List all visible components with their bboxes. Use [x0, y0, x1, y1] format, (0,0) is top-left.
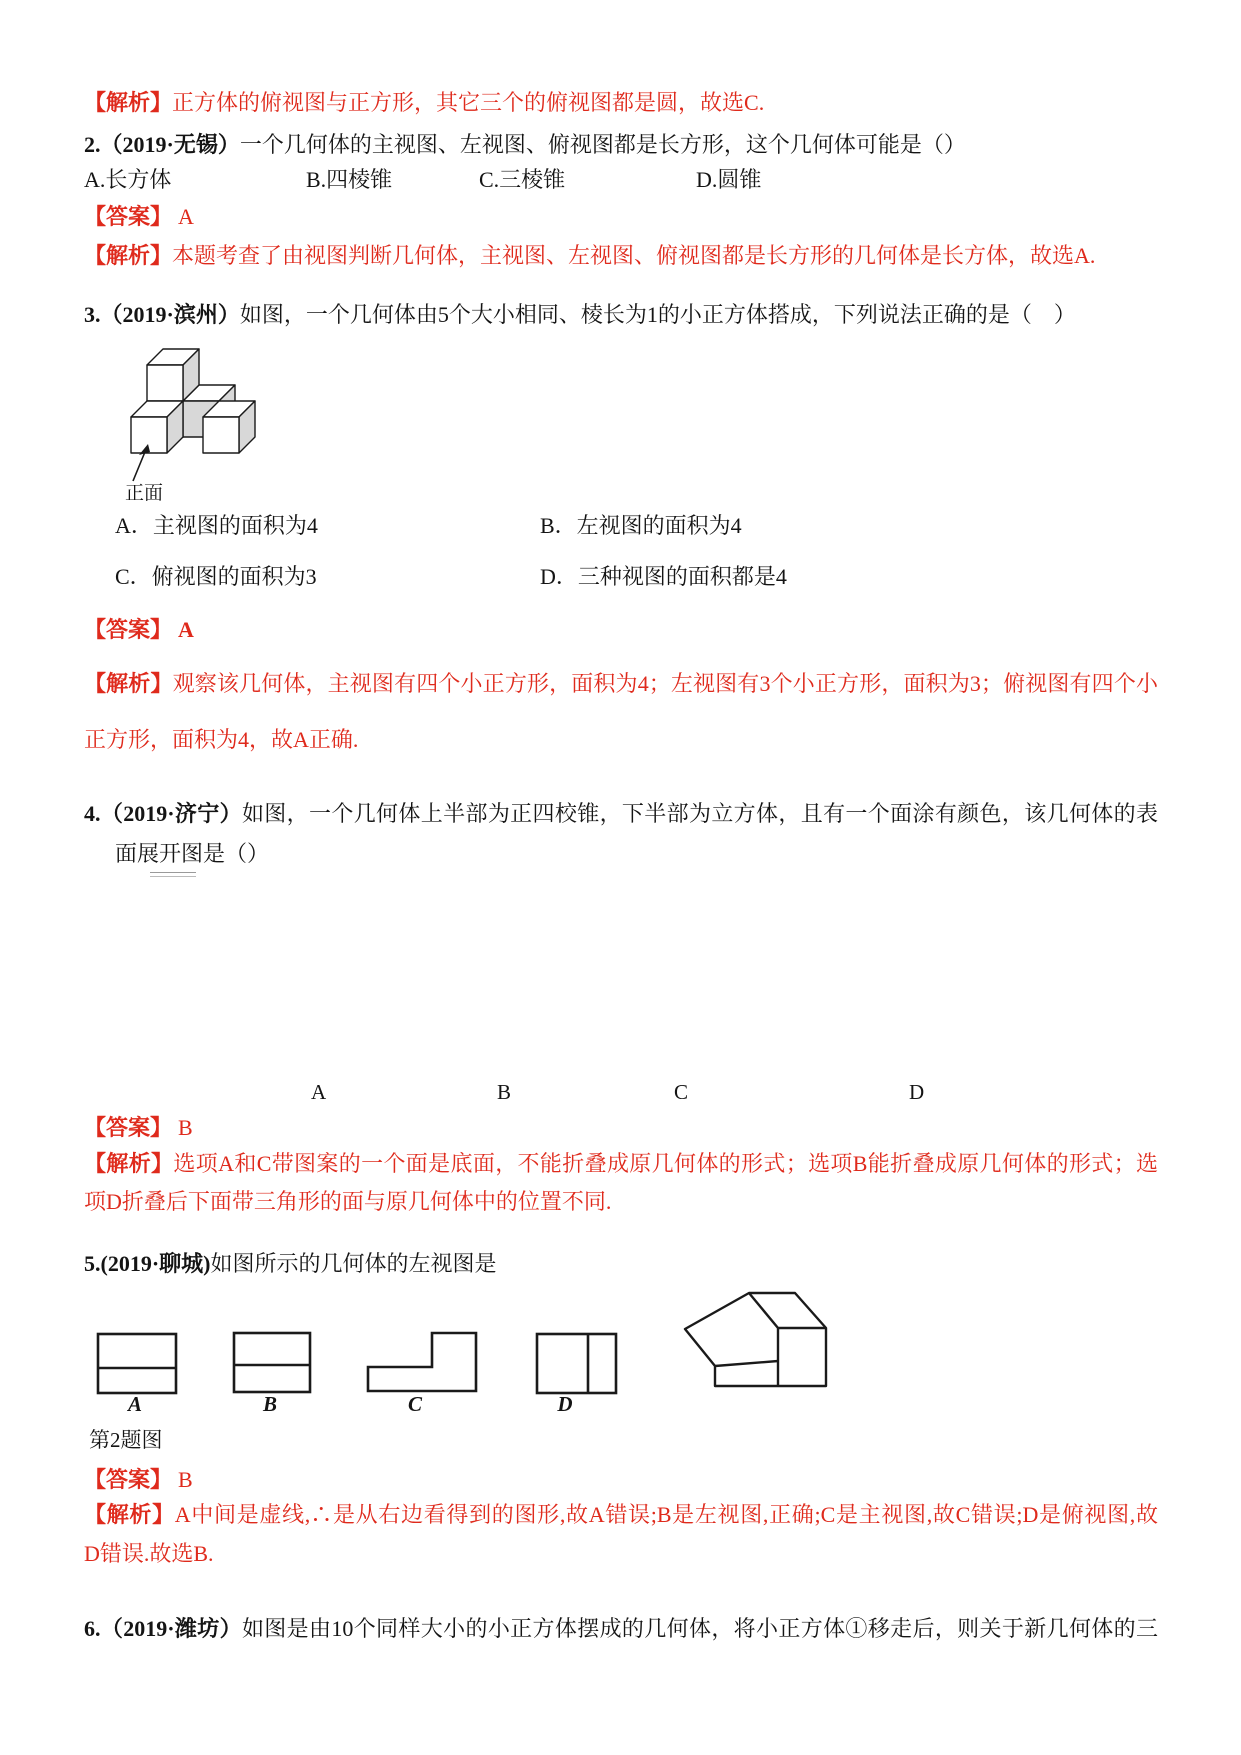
- q4-explain-text2: 项D折叠后下面带三角形的面与原几何体中的位置不同.: [84, 1189, 612, 1214]
- q5-explanation-line2: [84, 1540, 214, 1569]
- q3-option-d: D．三种视图的面积都是4: [540, 564, 787, 589]
- q4-answer-line: [84, 1114, 193, 1143]
- q5-label-a: A: [127, 1392, 143, 1416]
- explain-label: 【解析】: [84, 90, 173, 115]
- answer-label: 【答案】: [84, 204, 173, 229]
- q2-source: （2019·无锡）: [100, 132, 240, 157]
- q5-explain-text1: A中间是虚线,∴是从右边看得到的图形,故A错误;B是左视图,正确;C是主视图,故C错误;D是俯视图,故: [174, 1502, 1158, 1527]
- q2-option-c: C.三棱锥: [479, 167, 566, 192]
- q2-answer: A: [178, 204, 194, 229]
- q2-number: 2.: [84, 132, 101, 157]
- underline-artifact: [150, 872, 196, 877]
- q4-stem-text2: 面展开图是（）: [115, 841, 270, 866]
- explain-label: 【解析】: [84, 1151, 174, 1176]
- q5-explain-text2: D错误.故选B.: [84, 1541, 214, 1566]
- q5-number: 5.: [84, 1251, 101, 1276]
- q5-stem-text: 如图所示的几何体的左视图是: [210, 1251, 497, 1276]
- q3-option-a: A．主视图的面积为4: [115, 513, 318, 538]
- answer-label: 【答案】: [84, 1467, 173, 1492]
- q3-stem-text: 如图，一个几何体由5个大小相同、棱长为1的小正方体搭成，下列说法正确的是（ ）: [239, 302, 1076, 327]
- explain-label: 【解析】: [84, 243, 173, 268]
- q2-stem-text: 一个几何体的主视图、左视图、俯视图都是长方形，这个几何体可能是（）: [239, 132, 966, 157]
- q4-answer: B: [178, 1115, 193, 1140]
- q3-explain-text1: 观察该几何体，主视图有四个小正方形，面积为4；左视图有3个小正方形，面积为3；俯视图有四个小: [172, 671, 1158, 696]
- q5-option-a-figure: [96, 1332, 178, 1395]
- answer-label: 【答案】: [84, 617, 173, 642]
- q5-source: (2019·聊城): [100, 1251, 211, 1276]
- q3-explanation-line2: [84, 726, 358, 755]
- q2-stem: [84, 131, 966, 160]
- q5-label-c: C: [407, 1392, 423, 1416]
- q6-source: （2019·潍坊）: [100, 1616, 242, 1641]
- q4-letter-d: D: [909, 1080, 925, 1104]
- q3-source: （2019·滨州）: [100, 302, 240, 327]
- q4-number: 4.: [84, 801, 101, 826]
- q3-answer-line: [84, 616, 194, 645]
- q4-letter-a: A: [311, 1080, 327, 1104]
- q5-label-b: B: [262, 1392, 278, 1416]
- q4-stem-text1: 如图，一个几何体上半部为正四校锥，下半部为立方体，且有一个面涂有颜色，该几何体的表: [241, 801, 1158, 826]
- q5-stem: [84, 1250, 497, 1279]
- q1-explanation-line: [84, 89, 764, 118]
- q4-explanation-line1: [84, 1150, 1158, 1179]
- q2-option-a: A.长方体: [84, 167, 172, 192]
- q4-letter-c: C: [674, 1080, 689, 1104]
- q3-explain-text2: 正方形，面积为4，故A正确.: [84, 727, 359, 752]
- q5-option-c-figure: [366, 1331, 478, 1393]
- cube-stack-figure: [123, 341, 293, 509]
- q3-explanation-line1: [84, 670, 1158, 699]
- q3-stem: [84, 301, 1076, 330]
- q3-option-b: B．左视图的面积为4: [540, 513, 742, 538]
- explain-text: 正方体的俯视图与正方形，其它三个的俯视图都是圆，故选C.: [172, 90, 765, 115]
- answer-label: 【答案】: [84, 1115, 173, 1140]
- q6-stem: [84, 1615, 1158, 1644]
- front-face-label: 正面: [125, 483, 164, 504]
- q6-stem-text: 如图是由10个同样大小的小正方体摆成的几何体，将小正方体①移走后，则关于新几何体的三: [241, 1616, 1158, 1641]
- q4-explain-text1: 选项A和C带图案的一个面是底面，不能折叠成原几何体的形式；选项B能折叠成原几何体的形式；选: [173, 1151, 1158, 1176]
- q4-stem-line2: [115, 840, 269, 869]
- q4-letter-b: B: [497, 1080, 512, 1104]
- q5-answer-line: [84, 1466, 193, 1495]
- q5-explanation-line1: [84, 1501, 1158, 1530]
- q2-answer-line: [84, 203, 194, 232]
- q5-label-d: D: [557, 1392, 573, 1416]
- q6-number: 6.: [84, 1616, 101, 1641]
- q2-option-b: B.四棱锥: [306, 167, 393, 192]
- q5-option-d-figure: [535, 1332, 618, 1395]
- q3-option-c: C．俯视图的面积为3: [115, 564, 317, 589]
- q2-option-d: D.圆锥: [696, 167, 762, 192]
- q4-stem-line1: [84, 800, 1158, 829]
- explain-label: 【解析】: [84, 671, 173, 696]
- q2-explanation-line: [84, 242, 1095, 271]
- explain-label: 【解析】: [84, 1502, 175, 1527]
- step-solid-figure: [683, 1291, 829, 1389]
- q2-explain-text: 本题考查了由视图判断几何体，主视图、左视图、俯视图都是长方形的几何体是长方体，故选A.: [172, 243, 1096, 268]
- q3-number: 3.: [84, 302, 101, 327]
- q3-answer: A: [178, 617, 194, 642]
- q5-answer: B: [178, 1467, 193, 1492]
- q4-explanation-line2: [84, 1188, 611, 1217]
- q4-source: （2019·济宁）: [100, 801, 242, 826]
- q5-option-b-figure: [232, 1331, 312, 1394]
- q5-figure-caption: 第2题图: [89, 1428, 163, 1452]
